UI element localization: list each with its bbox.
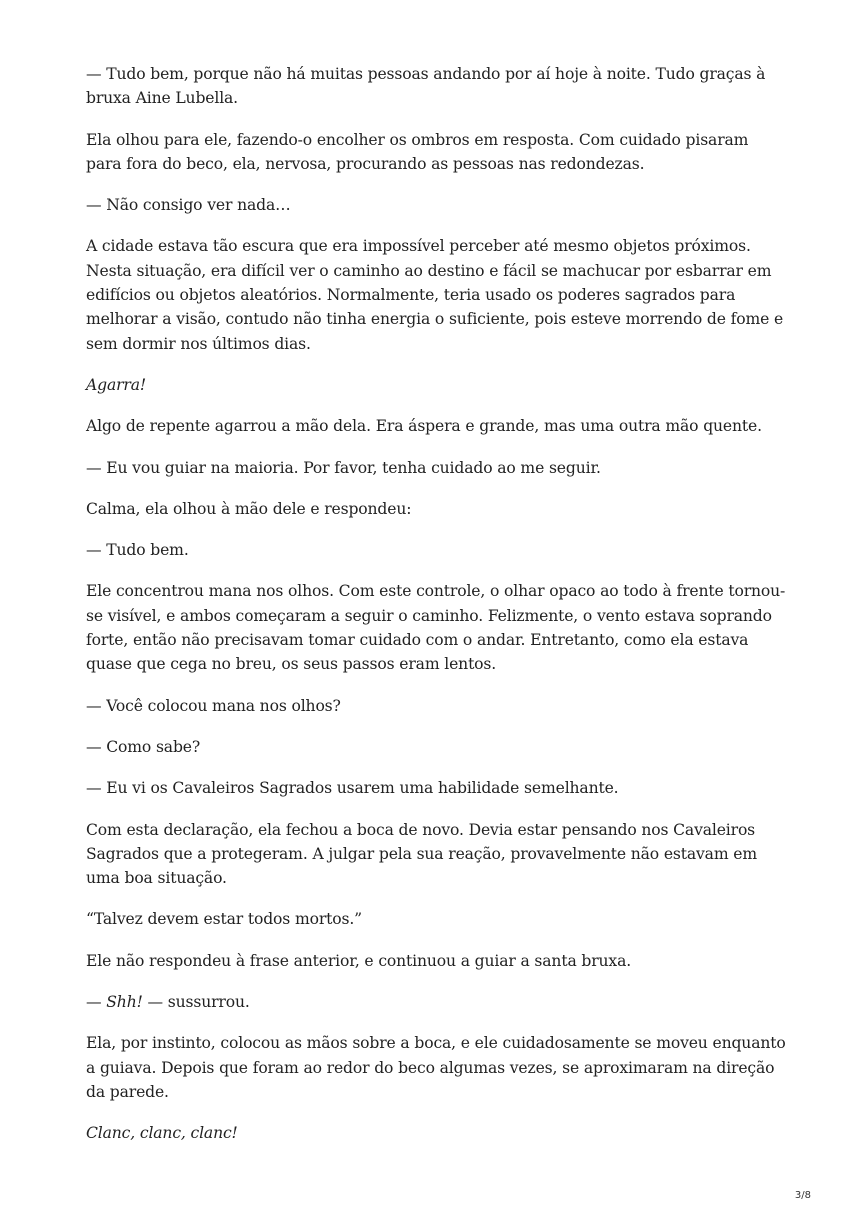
document-body — [86, 62, 788, 1163]
italic-text: Shh! — [106, 993, 143, 1012]
trailing-text: — sussurrou. — [142, 993, 250, 1012]
dash-text: — — [86, 993, 107, 1012]
paragraph: — Como sabe? — [86, 737, 201, 756]
paragraph: — Tudo bem, porque não há muitas pessoas andando por aí hoje à noite. Tudo graças à bruxa Aine Lubella. — [86, 65, 766, 108]
italic-text: Clanc, clanc, clanc! — [86, 1124, 238, 1143]
paragraph: Ele não respondeu à frase anterior, e continuou a guiar a santa bruxa. — [86, 951, 632, 970]
paragraph-italic — [86, 373, 788, 397]
paragraph: Algo de repente agarrou a mão dela. Era áspera e grande, mas uma outra mão quente. — [86, 417, 762, 436]
paragraph-italic — [86, 1121, 788, 1145]
paragraph: — Não consigo ver nada… — [86, 196, 291, 215]
italic-text: Agarra! — [86, 375, 146, 394]
paragraph: Ela, por instinto, colocou as mãos sobre a boca, e ele cuidadosamente se moveu enquanto a guiava. Depois que foram ao redor do beco algumas vezes, se aproximaram na direção da parede. — [86, 1034, 786, 1101]
paragraph: — Eu vi os Cavaleiros Sagrados usarem uma habilidade semelhante. — [86, 779, 619, 798]
paragraph: — Tudo bem. — [86, 541, 189, 560]
paragraph: — Você colocou mana nos olhos? — [86, 696, 341, 715]
paragraph: — Eu vou guiar na maioria. Por favor, tenha cuidado ao me seguir. — [86, 458, 601, 477]
paragraph: Com esta declaração, ela fechou a boca de novo. Devia estar pensando nos Cavaleiros Sagrados que a protegeram. A julgar pela sua reação, provavelmente não estavam em uma boa situação. — [86, 820, 757, 888]
paragraph: Calma, ela olhou à mão dele e respondeu: — [86, 499, 412, 518]
paragraph-mixed — [86, 990, 788, 1014]
page-number: 3/8 — [794, 1190, 811, 1201]
paragraph: Ele concentrou mana nos olhos. Com este controle, o olhar opaco ao todo à frente tornou-se visível, e ambos começaram a seguir o caminho. Felizmente, o vento estava soprando forte, então não precisavam tomar cuidado com o andar. Entretanto, como ela estava quase que cega no breu, os seus passos eram lentos. — [86, 582, 786, 674]
paragraph: “Talvez devem estar todos mortos.” — [86, 910, 362, 929]
paragraph: A cidade estava tão escura que era impossível perceber até mesmo objetos próximos. Nesta situação, era difícil ver o caminho ao destino e fácil se machucar por esbarrar em edifícios ou objetos aleatórios. Normalmente, teria usado os poderes sagrados para melhorar a visão, contudo não tinha energia o suficiente, pois esteve morrendo de fome e sem dormir nos últimos dias. — [86, 237, 784, 353]
paragraph: Ela olhou para ele, fazendo-o encolher os ombros em resposta. Com cuidado pisaram para fora do beco, ela, nervosa, procurando as pessoas nas redondezas. — [86, 130, 749, 173]
